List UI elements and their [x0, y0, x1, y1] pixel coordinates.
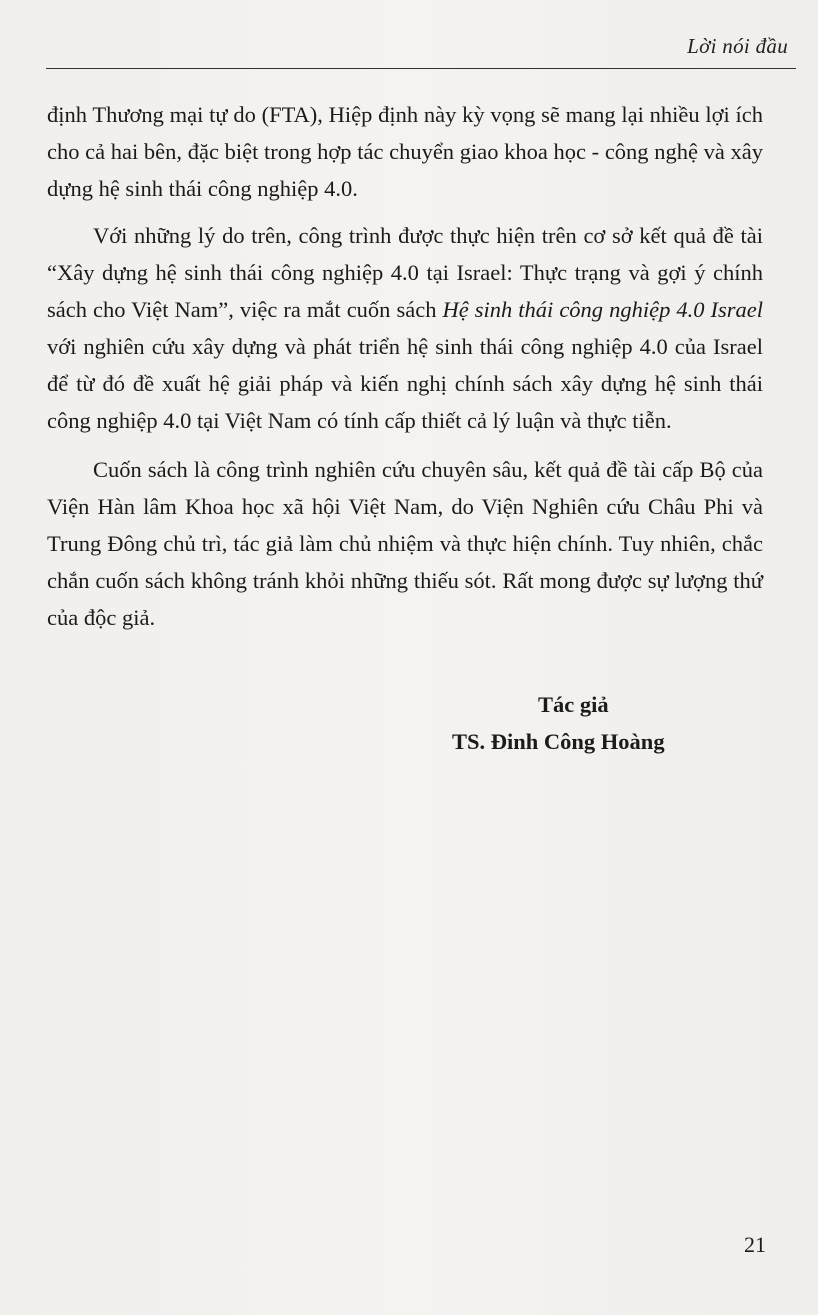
paragraph-1: định Thương mại tự do (FTA), Hiệp định này kỳ vọng sẽ mang lại nhiều lợi ích cho cả hai bên, đặc biệt trong hợp tác chuyển giao khoa học - công nghệ và xây dựng hệ sinh thái công nghiệp 4.0.: [47, 102, 763, 201]
page-number: 21: [744, 1232, 766, 1257]
paragraph-3: Cuốn sách là công trình nghiên cứu chuyên sâu, kết quả đề tài cấp Bộ của Viện Hàn lâm Khoa học xã hội Việt Nam, do Viện Nghiên cứu Châu Phi và Trung Đông chủ trì, tác giả làm chủ nhiệm và thực hiện chính. Tuy nhiên, chắc chắn cuốn sách không tránh khỏi những thiếu sót. Rất mong được sự lượng thứ của độc giả.: [47, 457, 763, 630]
author-role: Tác giả: [538, 692, 609, 717]
body-text: [47, 96, 763, 648]
book-title: Hệ sinh thái công nghiệp 4.0 Israel: [442, 297, 764, 322]
signature-block: [452, 686, 665, 760]
header-rule: [46, 68, 796, 69]
paragraph-2-after: với nghiên cứu xây dựng và phát triển hệ sinh thái công nghiệp 4.0 của Israel để từ đó đề xuất hệ giải pháp và kiến nghị chính sách xây dựng hệ sinh thái công nghiệp 4.0 tại Việt Nam có tính cấp thiết cả lý luận và thực tiễn.: [47, 334, 763, 433]
running-header: Lời nói đầu: [687, 34, 788, 58]
author-name: TS. Đinh Công Hoàng: [452, 729, 665, 754]
paragraph-2: [47, 217, 763, 439]
paragraph-2-before: Với những lý do trên, công trình được thực hiện trên cơ sở kết quả đề tài “Xây dựng hệ sinh thái công nghiệp 4.0 tại Israel: Thực trạng và gợi ý chính sách cho Việt Nam”, việc ra mắt cuốn sách: [47, 223, 763, 322]
